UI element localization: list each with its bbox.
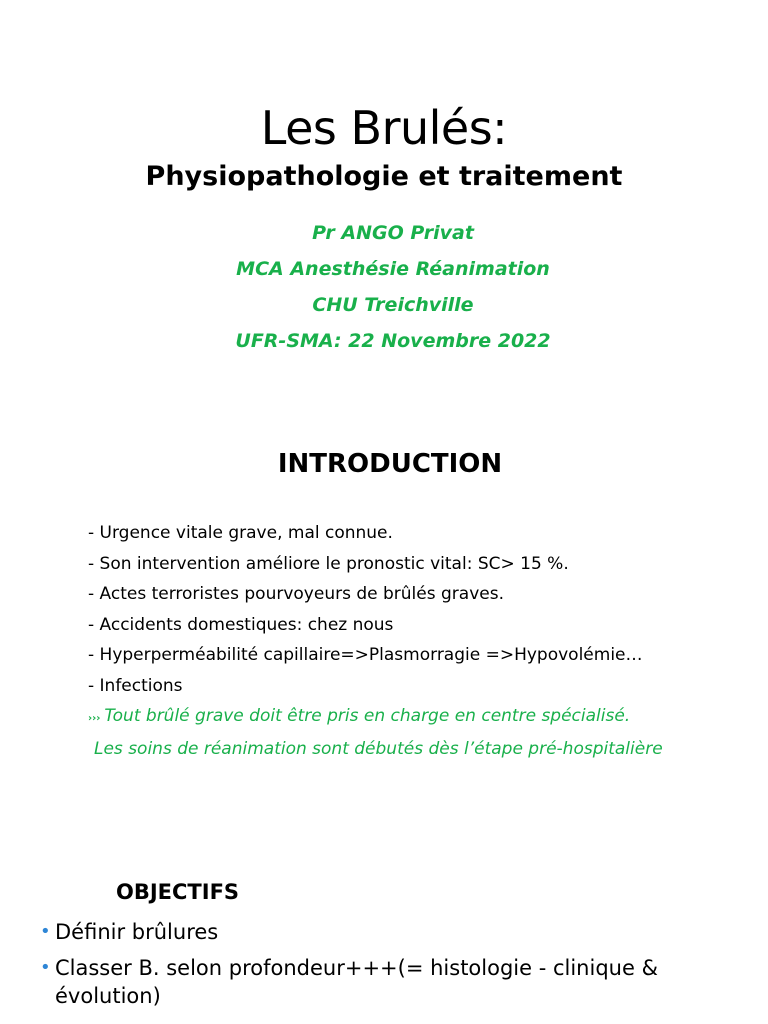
objectives-list	[40, 918, 760, 1018]
list-item: - Hyperperméabilité capillaire=>Plasmorragie =>Hypovolémie…	[88, 645, 643, 665]
bullet-icon: •	[40, 957, 51, 978]
introduction-list	[88, 518, 758, 765]
introduction-heading: INTRODUCTION	[277, 449, 503, 479]
list-item: - Son intervention améliore le pronostic vital: SC> 15 %.	[88, 553, 569, 574]
page-subtitle: Physiopathologie et traitement	[145, 161, 623, 192]
arrow-marker-icon: ›››	[88, 713, 101, 724]
list-item: - Accidents domestiques: chez nous	[88, 614, 394, 635]
conclusion-line-2: Les soins de réanimation sont débutés dès l’étape pré-hospitalière	[94, 739, 663, 759]
list-item: - Infections	[88, 675, 183, 696]
conclusion-line-1	[88, 701, 758, 734]
list-item	[40, 954, 760, 1010]
author-block	[0, 215, 768, 359]
page-title: Les Brulés:	[260, 101, 508, 155]
author-name: Pr ANGO Privat	[312, 222, 474, 244]
author-event: UFR-SMA: 22 Novembre 2022	[235, 330, 551, 352]
author-position: MCA Anesthésie Réanimation	[236, 258, 550, 280]
conclusion-text-1: Tout brûlé grave doit être pris en charge en centre spécialisé.	[104, 706, 631, 726]
bullet-icon: •	[40, 921, 51, 942]
list-item	[40, 918, 760, 946]
list-item: - Urgence vitale grave, mal connue.	[88, 523, 393, 543]
objective-text: Définir brûlures	[55, 920, 219, 944]
objective-text: Classer B. selon profondeur+++(= histologie - clinique & évolution)	[55, 956, 658, 1008]
objectives-heading: OBJECTIFS	[116, 880, 240, 904]
list-item: - Actes terroristes pourvoyeurs de brûlés graves.	[88, 584, 504, 604]
author-institution: CHU Treichville	[312, 294, 474, 316]
